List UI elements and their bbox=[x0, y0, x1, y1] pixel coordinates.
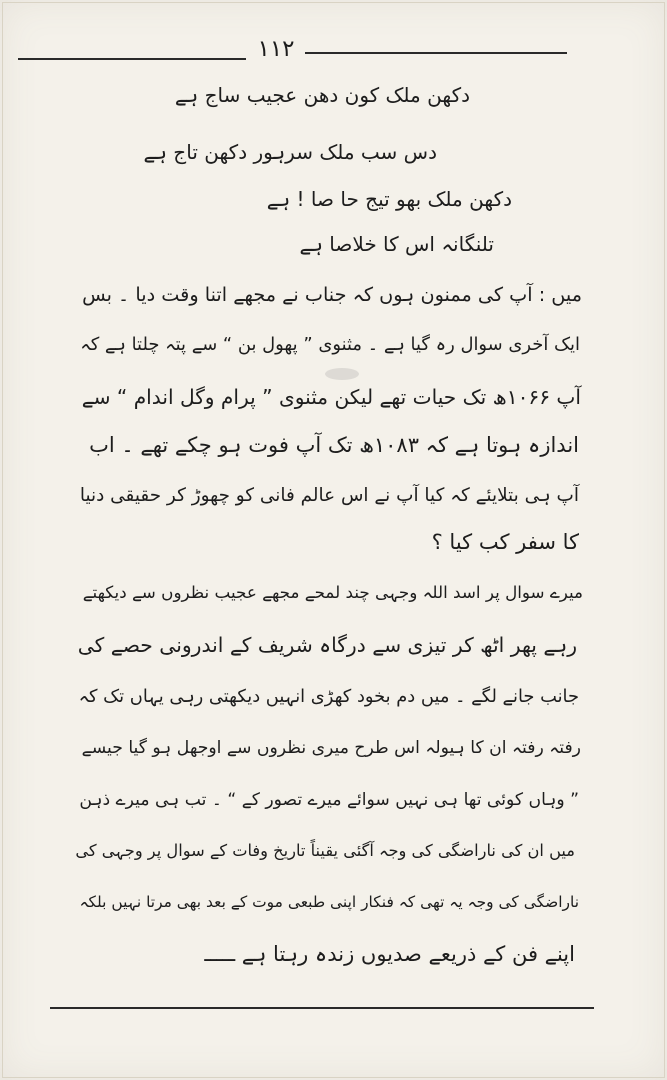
paragraph-line: رفتہ رفتہ ان کا ہیولہ اس طرح میری نظروں سے اوجھل ہو گیا جیسے bbox=[81, 738, 581, 758]
paragraph-line: ناراضگی کی وجہ یہ تھی کہ فنکار اپنی طبعی موت کے بعد بھی مرتا نہیں بلکہ bbox=[79, 893, 579, 911]
page-number: ۱۱۲ bbox=[257, 36, 295, 62]
paragraph-line: ایک آخری سوال رہ گیا ہے ۔ مثنوی ” پھول بن “ سے پتہ چلتا ہے کہ bbox=[80, 334, 580, 355]
paragraph-line: میں : آپ کی ممنون ہوں کہ جناب نے مجھے اتنا وقت دیا ۔ بس bbox=[82, 283, 582, 306]
paragraph-line: رہے پھر اٹھ کر تیزی سے درگاہ شریف کے اندرونی حصے کی bbox=[77, 633, 577, 657]
paragraph-line: آپ ہی بتلایئے کہ کیا آپ نے اس عالم فانی کو چھوڑ کر حقیقی دنیا bbox=[79, 485, 579, 506]
paragraph-line: میرے سوال پر اسد اللہ وجہی چند لمحے مجھے عجیب نظروں سے دیکھتے bbox=[82, 582, 583, 602]
header-rule-right bbox=[305, 52, 567, 54]
paragraph-line: اپنے فن کے ذریعے صدیوں زندہ رہتا ہے ـــــ bbox=[204, 942, 575, 966]
paragraph-line: جانب جانے لگے ۔ میں دم بخود کھڑی انہیں دیکھتی رہی یہاں تک کہ bbox=[78, 686, 579, 707]
ink-smudge bbox=[325, 368, 359, 380]
paragraph-line: کا سفر کب کیا ؟ bbox=[431, 530, 579, 554]
paragraph-line: میں ان کی ناراضگی کی وجہ آگئی یقیناً تاریخ وفات کے سوال پر وجہی کی bbox=[75, 841, 575, 860]
verse-line: دس سب ملک سرہور دکھن تاج ہے bbox=[143, 140, 437, 164]
verse-line: دکھن ملک بھو تیج حا صا ! ہے bbox=[266, 187, 512, 211]
paragraph-line: ” وہاں کوئی تھا ہی نہیں سوائے میرے تصور کے “ ۔ تب ہی میرے ذہن bbox=[79, 790, 579, 810]
footer-rule bbox=[50, 1007, 594, 1009]
verse-line: تلنگانہ اس کا خلاصا ہے bbox=[299, 232, 494, 256]
paragraph-line: آپ ۱۰۶۶ھ تک حیات تھے لیکن مثنوی ” پرام وگل اندام “ سے bbox=[81, 385, 581, 409]
paragraph-line: اندازہ ہوتا ہے کہ ۱۰۸۳ھ تک آپ فوت ہو چکے تھے ۔ اب bbox=[89, 433, 579, 457]
verse-line: دکھن ملک کون دھن عجیب ساج ہے bbox=[174, 83, 470, 107]
header-rule-left bbox=[18, 58, 246, 60]
